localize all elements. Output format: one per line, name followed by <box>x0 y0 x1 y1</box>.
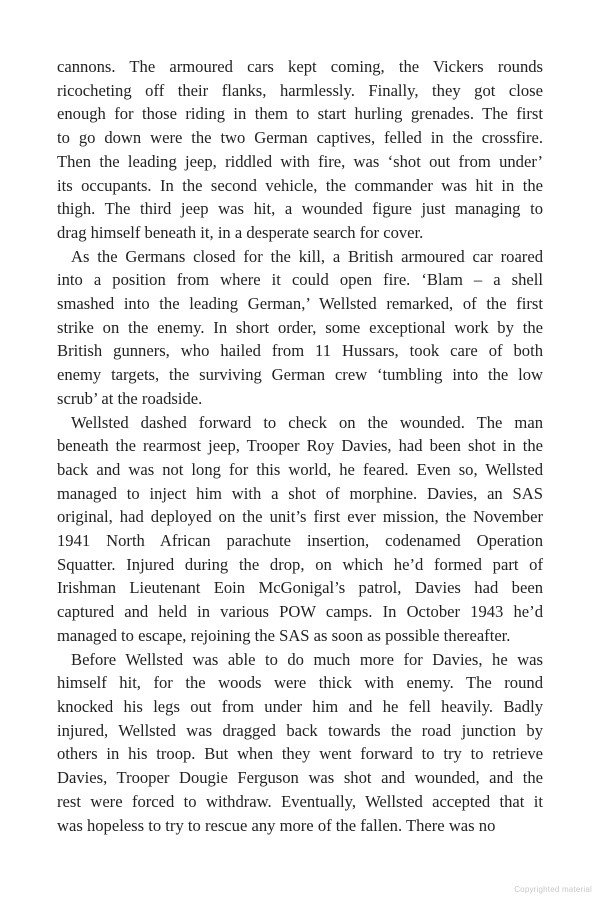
text-line: managed to escape, rejoining the SAS as soon as possible thereafter. <box>57 625 511 645</box>
text-line: enough for those riding in them to start hurling grenades. The first <box>57 104 543 124</box>
text-line: original, had deployed on the unit’s first ever mission, the November <box>57 507 543 527</box>
text-line: cannons. The armoured cars kept coming, the Vickers rounds <box>57 57 543 76</box>
paragraph <box>57 411 543 648</box>
text-line: to go down were the two German captives, felled in the crossfire. <box>57 128 543 148</box>
text-line: drag himself beneath it, in a desperate search for cover. <box>57 222 424 242</box>
text-line: back and was not long for this world, he feared. Even so, Wellsted <box>57 459 543 479</box>
text-line: Wellsted dashed forward to check on the wounded. The man <box>71 412 543 432</box>
text-line: Squatter. Injured during the drop, on which he’d formed part of <box>57 554 543 574</box>
text-line: captured and held in various POW camps. In October 1943 he’d <box>57 602 543 622</box>
text-line: himself hit, for the woods were thick with enemy. The round <box>57 673 543 693</box>
text-line: into a position from where it could open fire. ‘Blam – a shell <box>57 270 543 290</box>
text-line: Then the leading jeep, riddled with fire, was ‘shot out from under’ <box>57 151 543 171</box>
text-line: 1941 North African parachute insertion, codenamed Operation <box>57 531 543 551</box>
paragraph <box>57 55 543 245</box>
text-line: enemy targets, the surviving German crew ‘tumbling into the low <box>57 365 543 385</box>
text-line: British gunners, who hailed from 11 Hussars, took care of both <box>57 341 543 361</box>
text-line: Before Wellsted was able to do much more for Davies, he was <box>71 649 543 669</box>
copyright-watermark: Copyrighted material <box>514 885 592 894</box>
text-line: its occupants. In the second vehicle, the commander was hit in the <box>57 175 543 195</box>
text-line: knocked his legs out from under him and he fell heavily. Badly <box>57 696 543 716</box>
text-line: strike on the enemy. In short order, some exceptional work by the <box>57 317 543 337</box>
page-text-block <box>57 55 543 837</box>
text-line: Irishman Lieutenant Eoin McGonigal’s patrol, Davies had been <box>57 578 543 598</box>
text-line: others in his troop. But when they went forward to try to retrieve <box>57 744 543 764</box>
text-line: was hopeless to try to rescue any more of the fallen. There was no <box>57 815 496 835</box>
text-line: ricocheting off their flanks, harmlessly. Finally, they got close <box>57 80 543 100</box>
text-line: injured, Wellsted was dragged back towards the road junction by <box>57 720 543 740</box>
paragraph <box>57 245 543 411</box>
text-line: scrub’ at the roadside. <box>57 388 203 408</box>
text-line: As the Germans closed for the kill, a British armoured car roared <box>71 246 543 266</box>
text-line: beneath the rearmost jeep, Trooper Roy Davies, had been shot in the <box>57 436 543 456</box>
text-line: thigh. The third jeep was hit, a wounded figure just managing to <box>57 199 543 219</box>
paragraph <box>57 648 543 838</box>
text-line: rest were forced to withdraw. Eventually, Wellsted accepted that it <box>57 791 543 811</box>
text-line: Davies, Trooper Dougie Ferguson was shot and wounded, and the <box>57 768 543 788</box>
text-line: managed to inject him with a shot of morphine. Davies, an SAS <box>57 483 543 503</box>
text-line: smashed into the leading German,’ Wellsted remarked, of the first <box>57 294 543 314</box>
